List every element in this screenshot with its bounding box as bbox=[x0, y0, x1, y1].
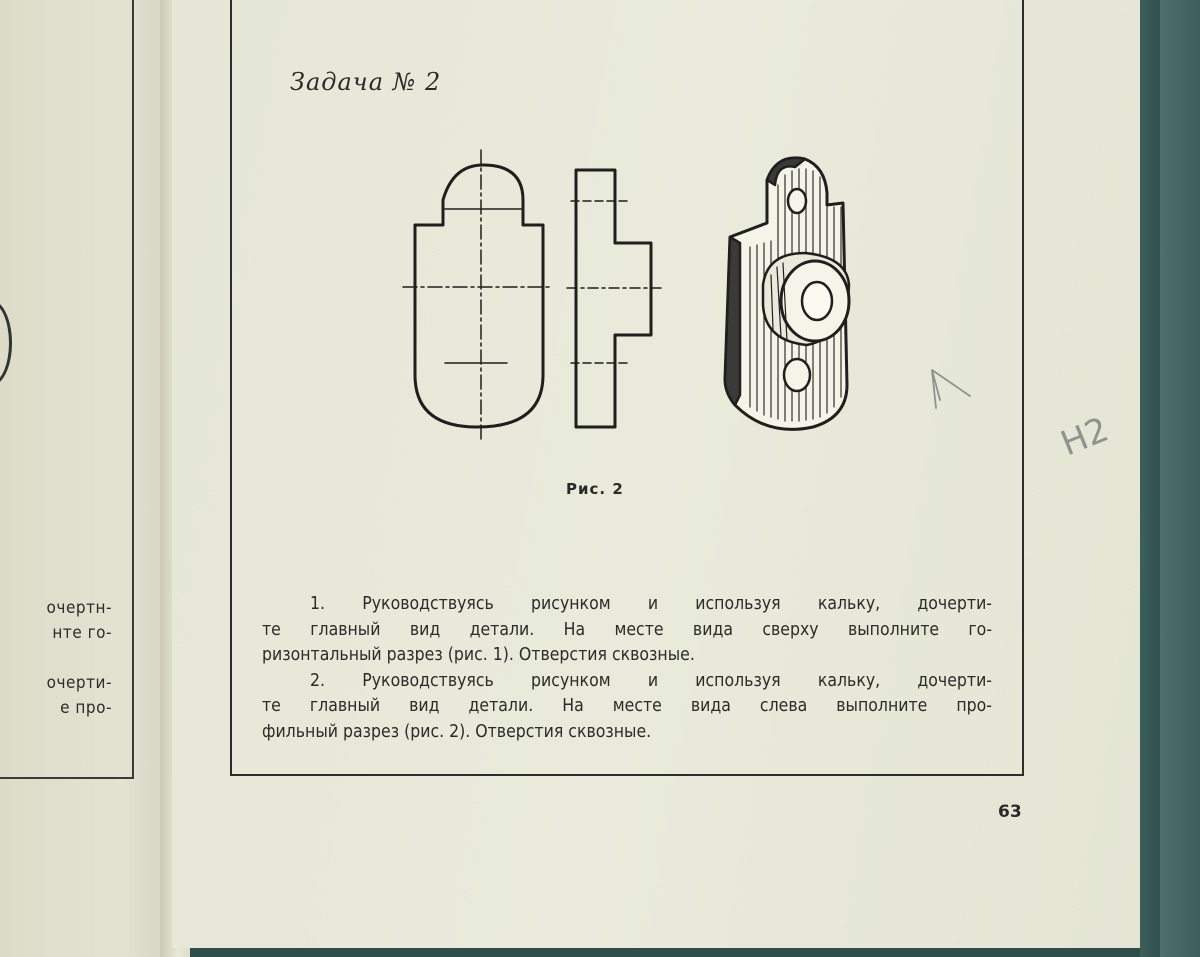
instruction-2-line-3: фильный разрез (рис. 2). Отверстия сквозные. bbox=[262, 721, 652, 742]
handwritten-note: Н2 bbox=[1055, 409, 1115, 465]
instruction-2-line-2: те главный вид детали. На месте вида слева выполните про- bbox=[262, 696, 992, 716]
boss-hole bbox=[802, 282, 832, 320]
bottom-hole bbox=[784, 359, 810, 391]
figure-caption: Рис. 2 bbox=[566, 480, 624, 498]
technical-drawing bbox=[395, 145, 865, 445]
isometric-view bbox=[725, 158, 849, 429]
top-hole bbox=[788, 189, 806, 213]
instruction-2-line-1: 2. Руководствуясь рисунком и используя кальку, дочерти- bbox=[310, 670, 992, 691]
previous-page-line: очертн- bbox=[46, 598, 112, 618]
page-number: 63 bbox=[998, 802, 1022, 822]
task-title: Задача № 2 bbox=[290, 68, 442, 96]
book-cover-shade bbox=[1160, 0, 1200, 957]
side-view bbox=[567, 170, 661, 427]
instruction-1-line-2: те главный вид детали. На месте вида сверху выполните го- bbox=[262, 619, 992, 640]
pencil-marks bbox=[920, 360, 1130, 480]
previous-page-line: очерти- bbox=[46, 673, 112, 693]
instruction-1-line-3: ризонтальный разрез (рис. 1). Отверстия сквозные. bbox=[262, 645, 695, 665]
previous-page-line bbox=[0, 646, 112, 671]
instructions bbox=[262, 592, 992, 745]
front-view bbox=[403, 150, 553, 440]
previous-page-line: е про- bbox=[60, 698, 112, 718]
previous-page bbox=[0, 0, 175, 957]
instruction-1-line-1: 1. Руководствуясь рисунком и используя кальку, дочерти- bbox=[310, 594, 992, 614]
previous-page-line: нте го- bbox=[52, 623, 112, 643]
pencil-arrow bbox=[932, 370, 970, 408]
previous-page-text bbox=[0, 596, 112, 721]
